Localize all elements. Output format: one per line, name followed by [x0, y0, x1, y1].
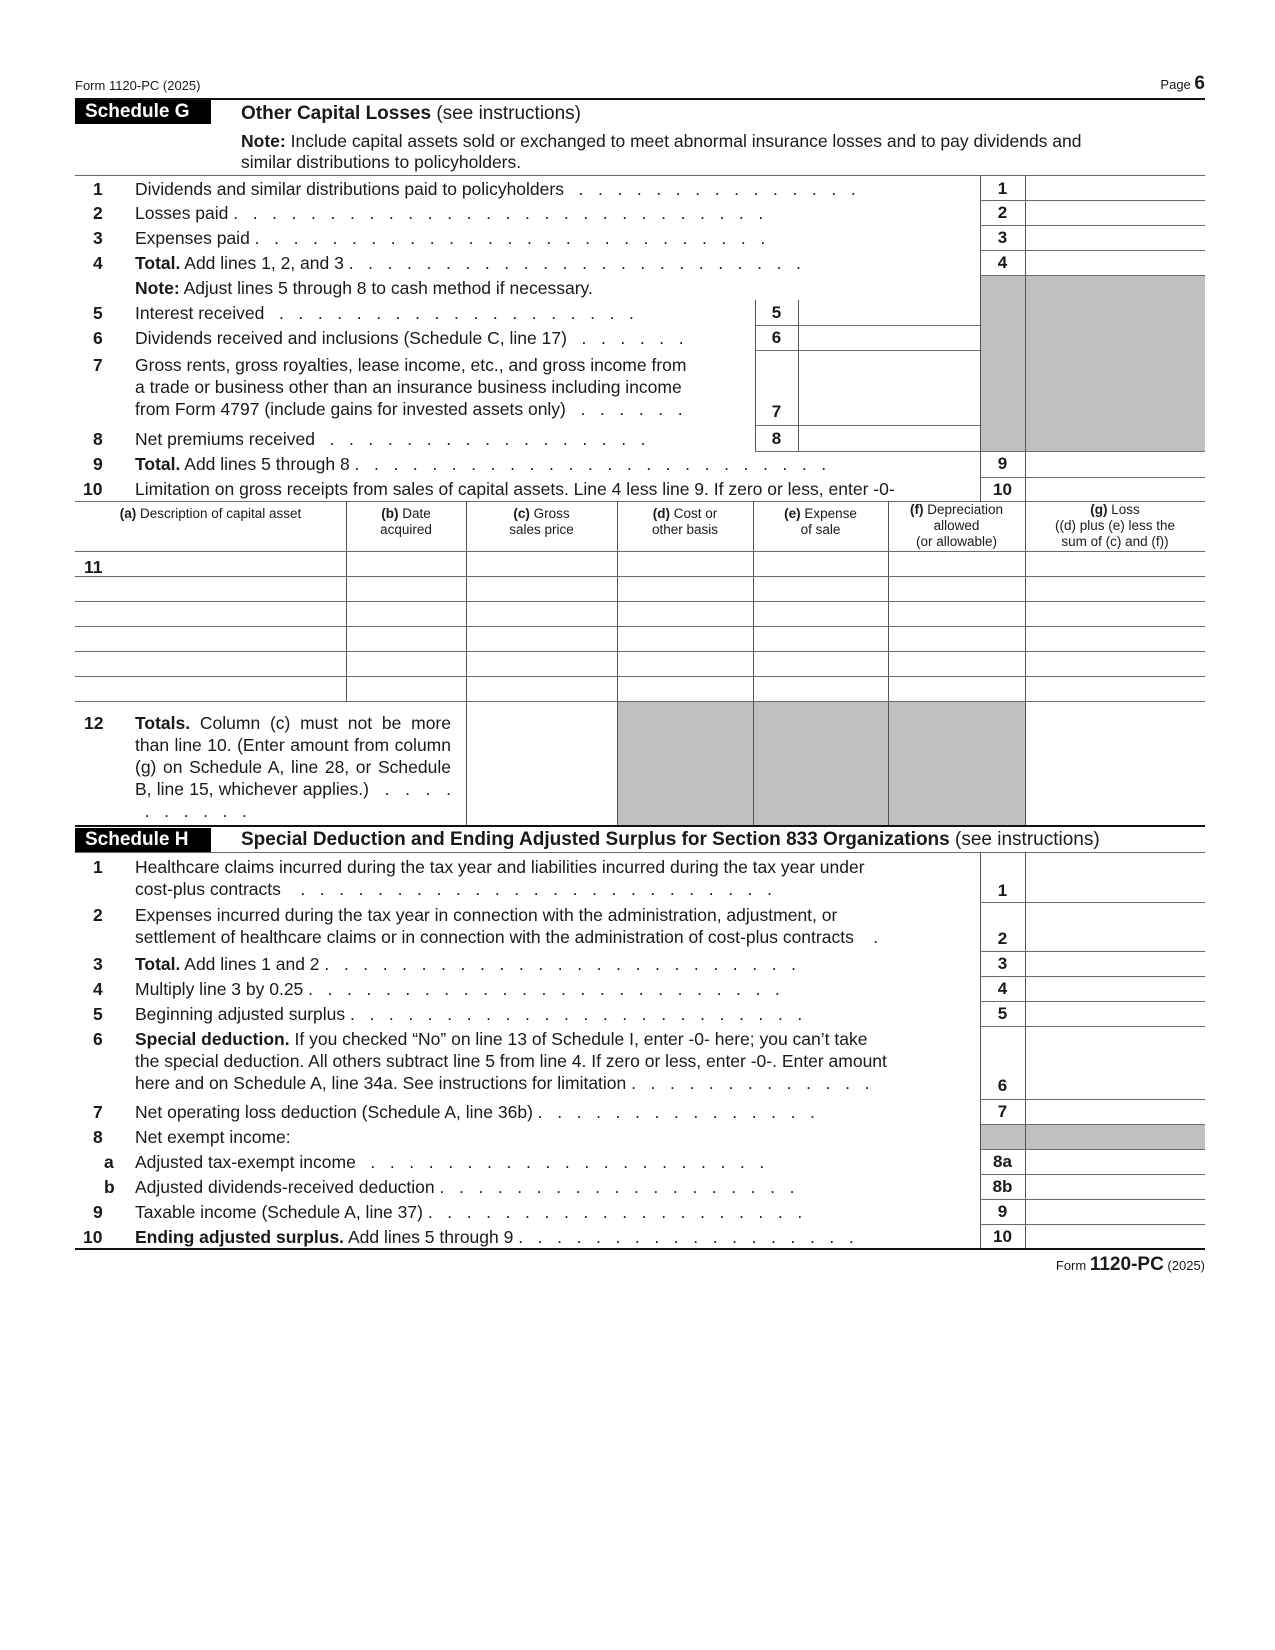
- schedule-h-tag: Schedule H: [75, 828, 211, 852]
- row-1-description-input[interactable]: [110, 553, 344, 575]
- line-1-amount-input[interactable]: [1028, 177, 1203, 199]
- h-line-3-label: Total. Add lines 1 and 2 . . . . . . . . . . . . . . . . . . . . . . . . .: [135, 954, 797, 974]
- row-6-cost-input[interactable]: [620, 678, 751, 700]
- h-line-4-amount-input[interactable]: [1028, 977, 1203, 999]
- col-header-b: (b) Date acquired: [380, 506, 432, 537]
- h-line-3-amount-input[interactable]: [1028, 952, 1203, 974]
- col-header-a: (a) Description of capital asset: [119, 506, 302, 521]
- h-line-2-label-1: Expenses incurred during the tax year in connection with the administration, adjustment, or: [135, 905, 838, 925]
- box-label-h3: 3: [997, 954, 1008, 973]
- line-letter: a: [104, 1152, 114, 1172]
- row-2-cost-input[interactable]: [620, 578, 751, 600]
- box-label-3: 3: [997, 228, 1008, 247]
- line-9-amount-input[interactable]: [1028, 452, 1203, 474]
- shaded-area: [981, 1125, 1205, 1149]
- row-4-expense-input[interactable]: [756, 628, 886, 650]
- box-label-5: 5: [771, 303, 782, 322]
- h-line-8b-amount-input[interactable]: [1028, 1175, 1203, 1197]
- row-6-expense-input[interactable]: [756, 678, 886, 700]
- row-rule: [75, 601, 1205, 602]
- line-10-label: Limitation on gross receipts from sales of capital assets. Line 4 less line 9. If zero or less, enter -0-: [135, 479, 895, 499]
- box-label-h10: 10: [993, 1227, 1012, 1246]
- line-2-amount-input[interactable]: [1028, 201, 1203, 223]
- row-4-gross-input[interactable]: [469, 628, 615, 650]
- h-line-1-label-2: cost-plus contracts . . . . . . . . . . . . . . . . . . . . . . . . .: [135, 879, 772, 899]
- schedule-g-note: [241, 130, 1082, 152]
- row-2-expense-input[interactable]: [756, 578, 886, 600]
- col-divider: [753, 702, 754, 826]
- row-6-description-input[interactable]: [78, 678, 344, 700]
- rule: [75, 852, 1205, 853]
- rule: [75, 551, 1205, 552]
- row-4-date-input[interactable]: [349, 628, 464, 650]
- line-number: 1: [93, 857, 103, 877]
- row-2-depreciation-input[interactable]: [891, 578, 1023, 600]
- line-number: 9: [93, 454, 103, 474]
- row-1-cost-input[interactable]: [620, 553, 751, 575]
- shaded-area: [618, 702, 1025, 825]
- col-header-e: (e) Expense of sale: [784, 506, 857, 537]
- col-divider: [888, 702, 889, 826]
- line-12-gross-total-input[interactable]: [469, 705, 615, 823]
- row-rule: [75, 576, 1205, 577]
- box-label-1: 1: [997, 179, 1008, 198]
- col-divider: [466, 501, 467, 826]
- row-5-gross-input[interactable]: [469, 653, 615, 675]
- h-line-5-label: Beginning adjusted surplus . . . . . . . . . . . . . . . . . . . . . . . .: [135, 1004, 803, 1024]
- box-divider: [1025, 852, 1026, 1248]
- box-label-4: 4: [997, 253, 1008, 272]
- row-rule: [75, 676, 1205, 677]
- line-3-label: Expenses paid . . . . . . . . . . . . . . . . . . . . . . . . . . .: [135, 228, 766, 248]
- note-text: Include capital assets sold or exchanged to meet abnormal insurance losses and to pay dividends and: [290, 131, 1082, 151]
- row-4-description-input[interactable]: [78, 628, 344, 650]
- line-6-amount-input[interactable]: [801, 326, 977, 348]
- line-number: 10: [83, 1227, 103, 1247]
- line-number: 5: [93, 303, 103, 323]
- rule: [980, 902, 1205, 903]
- box-label-7: 7: [771, 402, 782, 421]
- box-label-h8b: 8b: [992, 1177, 1013, 1196]
- form-header-label: Form 1120-PC (2025): [75, 78, 201, 93]
- footer-rule: [75, 1248, 1205, 1250]
- row-3-expense-input[interactable]: [756, 603, 886, 625]
- col-header-c: (c) Gross sales price: [509, 506, 574, 537]
- h-line-10-label: Ending adjusted surplus. Add lines 5 through 9 . . . . . . . . . . . . . . . . . .: [135, 1227, 854, 1247]
- box-label-h8a: 8a: [993, 1152, 1012, 1171]
- row-5-date-input[interactable]: [349, 653, 464, 675]
- row-2-date-input[interactable]: [349, 578, 464, 600]
- line-6-label: Dividends received and inclusions (Schedule C, line 17) . . . . . .: [135, 328, 684, 348]
- line-number: 8: [93, 429, 103, 449]
- row-4-cost-input[interactable]: [620, 628, 751, 650]
- box-divider: [1025, 1125, 1026, 1149]
- row-1-gross-input[interactable]: [469, 553, 615, 575]
- line-12-loss-total-input[interactable]: [1028, 705, 1203, 823]
- line-7-amount-input[interactable]: [801, 352, 977, 422]
- row-6-date-input[interactable]: [349, 678, 464, 700]
- row-5-depreciation-input[interactable]: [891, 653, 1023, 675]
- col-header-f: (f) Depreciation allowed (or allowable): [909, 502, 1004, 549]
- row-1-depreciation-input[interactable]: [891, 553, 1023, 575]
- row-6-loss-input[interactable]: [1028, 678, 1203, 700]
- line-number: 5: [93, 1004, 103, 1024]
- h-line-10-amount-input[interactable]: [1028, 1225, 1203, 1247]
- row-3-loss-input[interactable]: [1028, 603, 1203, 625]
- schedule-g-title-text: Other Capital Losses: [241, 103, 432, 124]
- rule: [75, 175, 1205, 176]
- row-5-description-input[interactable]: [78, 653, 344, 675]
- h-line-9-label: Taxable income (Schedule A, line 37) . . . . . . . . . . . . . . . . . . . .: [135, 1202, 803, 1222]
- line-number: 7: [93, 355, 103, 375]
- box-label-h5: 5: [997, 1004, 1008, 1023]
- rule: [755, 425, 980, 426]
- footer-form-number: 1120-PC: [1089, 1254, 1164, 1275]
- shaded-area: [981, 276, 1205, 452]
- row-1-expense-input[interactable]: [756, 553, 886, 575]
- line-number: 10: [83, 479, 103, 499]
- h-line-7-label: Net operating loss deduction (Schedule A, line 36b) . . . . . . . . . . . . . . .: [135, 1102, 815, 1122]
- page-label: Page: [1160, 77, 1191, 92]
- h-line-8-label: Net exempt income:: [135, 1127, 291, 1147]
- schedule-g-note-line2: similar distributions to policyholders.: [241, 152, 522, 172]
- box-label-h4: 4: [997, 979, 1008, 998]
- line-7-label-2: a trade or business other than an insurance business including income: [135, 377, 682, 397]
- h-line-6-amount-input[interactable]: [1028, 1028, 1203, 1098]
- adjust-note: Note: Adjust lines 5 through 8 to cash method if necessary.: [135, 278, 593, 298]
- line-2-label: Losses paid . . . . . . . . . . . . . . . . . . . . . . . . . . . .: [135, 203, 764, 223]
- line-5-label: Interest received . . . . . . . . . . . . . . . . . . .: [135, 303, 634, 323]
- section-rule: [75, 825, 1205, 827]
- line-number: 8: [93, 1127, 103, 1147]
- schedule-g-tag: Schedule G: [75, 100, 211, 124]
- line-7-label-1: Gross rents, gross royalties, lease income, etc., and gross income from: [135, 355, 687, 375]
- line-7-label-3: from Form 4797 (include gains for invested assets only) . . . . . .: [135, 399, 683, 419]
- line-number-11: 11: [84, 557, 103, 577]
- footer-year: (2025): [1167, 1258, 1205, 1273]
- h-line-8b-label: Adjusted dividends-received deduction . . . . . . . . . . . . . . . . . . .: [135, 1177, 795, 1197]
- row-2-gross-input[interactable]: [469, 578, 615, 600]
- line-9-label: Total. Add lines 5 through 8 . . . . . . . . . . . . . . . . . . . . . . . . .: [135, 454, 827, 474]
- rule: [980, 1026, 1205, 1027]
- line-10-amount-input[interactable]: [1028, 478, 1203, 500]
- row-1-loss-input[interactable]: [1028, 553, 1203, 575]
- note-label: Note:: [241, 131, 286, 151]
- row-2-description-input[interactable]: [78, 578, 344, 600]
- line-number: 2: [93, 905, 103, 925]
- line-8-label: Net premiums received . . . . . . . . . . . . . . . . .: [135, 429, 646, 449]
- h-line-6-label-2: the special deduction. All others subtract line 5 from line 4. If zero or less, enter -0-. Enter amount: [135, 1051, 887, 1071]
- row-3-cost-input[interactable]: [620, 603, 751, 625]
- line-letter: b: [104, 1177, 115, 1197]
- h-line-5-amount-input[interactable]: [1028, 1002, 1203, 1024]
- page-indicator: [1160, 73, 1205, 96]
- box-label-h9: 9: [997, 1202, 1008, 1221]
- h-line-7-amount-input[interactable]: [1028, 1100, 1203, 1122]
- line-number: 6: [93, 1029, 103, 1049]
- h-line-1-amount-input[interactable]: [1028, 855, 1203, 901]
- box-label-8: 8: [771, 429, 782, 448]
- line-number: 6: [93, 328, 103, 348]
- box-label-2: 2: [997, 203, 1008, 222]
- row-2-loss-input[interactable]: [1028, 578, 1203, 600]
- line-3-amount-input[interactable]: [1028, 226, 1203, 248]
- page-number: 6: [1194, 73, 1205, 94]
- line-number: 2: [93, 203, 103, 223]
- h-line-2-amount-input[interactable]: [1028, 904, 1203, 950]
- col-header-g: (g) Loss ((d) plus (e) less the sum of (c) and (f)): [1054, 502, 1176, 549]
- row-1-date-input[interactable]: [349, 553, 464, 575]
- header-rule: [75, 98, 1205, 100]
- line-number: 4: [93, 979, 103, 999]
- h-line-1-label-1: Healthcare claims incurred during the tax year and liabilities incurred during the tax year under: [135, 857, 865, 877]
- h-line-8a-label: Adjusted tax-exempt income . . . . . . . . . . . . . . . . . . . . .: [135, 1152, 765, 1172]
- row-3-gross-input[interactable]: [469, 603, 615, 625]
- box-divider: [1025, 276, 1026, 452]
- h-line-6-label-3: here and on Schedule A, line 34a. See instructions for limitation . . . . . . . . . . . . .: [135, 1073, 870, 1093]
- box-label-h7: 7: [997, 1102, 1008, 1121]
- h-line-2-label-2: settlement of healthcare claims or in connection with the administration of cost-plus contracts .: [135, 927, 879, 947]
- line-5-amount-input[interactable]: [801, 301, 977, 323]
- row-3-depreciation-input[interactable]: [891, 603, 1023, 625]
- row-3-date-input[interactable]: [349, 603, 464, 625]
- box-label-10: 10: [993, 480, 1012, 499]
- line-8-amount-input[interactable]: [801, 427, 977, 449]
- h-line-6-label-1: Special deduction. If you checked “No” on line 13 of Schedule I, enter -0- here; you can’t take: [135, 1029, 868, 1049]
- line-number: 3: [93, 954, 103, 974]
- h-line-4-label: Multiply line 3 by 0.25 . . . . . . . . . . . . . . . . . . . . . . . . .: [135, 979, 780, 999]
- row-5-cost-input[interactable]: [620, 653, 751, 675]
- rule: [755, 350, 980, 351]
- row-4-loss-input[interactable]: [1028, 628, 1203, 650]
- line-4-label: Total. Add lines 1, 2, and 3 . . . . . . . . . . . . . . . . . . . . . . . .: [135, 253, 801, 273]
- form-footer: [1056, 1254, 1205, 1277]
- line-number-12: 12: [84, 713, 104, 733]
- line-number: 9: [93, 1202, 103, 1222]
- row-6-depreciation-input[interactable]: [891, 678, 1023, 700]
- box-label-h1: 1: [997, 881, 1008, 900]
- box-label-h6: 6: [997, 1076, 1008, 1095]
- line-number: 4: [93, 253, 103, 273]
- h-line-8a-amount-input[interactable]: [1028, 1150, 1203, 1172]
- line-4-amount-input[interactable]: [1028, 251, 1203, 273]
- line-number: 3: [93, 228, 103, 248]
- row-5-expense-input[interactable]: [756, 653, 886, 675]
- box-label-9: 9: [997, 454, 1008, 473]
- line-12-label: Totals. Column (c) must not be more than line 10. (Enter amount from column (g) on Schedule A, line 28, or Schedule B, line 15, whichever applies.) . . . . . . . . . .: [135, 713, 452, 821]
- box-label-h2: 2: [997, 929, 1008, 948]
- schedule-h-title: Special Deduction and Ending Adjusted Surplus for Section 833 Organizations (see instructions): [241, 829, 1100, 850]
- box-label-6: 6: [771, 328, 782, 347]
- col-header-d: (d) Cost or other basis: [651, 506, 719, 537]
- row-rule: [75, 651, 1205, 652]
- line-number: 7: [93, 1102, 103, 1122]
- schedule-g-title: [241, 102, 581, 126]
- line-number: 1: [93, 179, 103, 199]
- row-3-description-input[interactable]: [78, 603, 344, 625]
- schedule-g-title-suffix: (see instructions): [436, 103, 582, 124]
- line-1-label: Dividends and similar distributions paid to policyholders . . . . . . . . . . . . . . .: [135, 179, 856, 199]
- box-divider: [798, 300, 799, 452]
- row-5-loss-input[interactable]: [1028, 653, 1203, 675]
- h-line-9-amount-input[interactable]: [1028, 1200, 1203, 1222]
- row-rule: [75, 626, 1205, 627]
- row-4-depreciation-input[interactable]: [891, 628, 1023, 650]
- row-6-gross-input[interactable]: [469, 678, 615, 700]
- footer-form-prefix: Form: [1055, 1258, 1087, 1273]
